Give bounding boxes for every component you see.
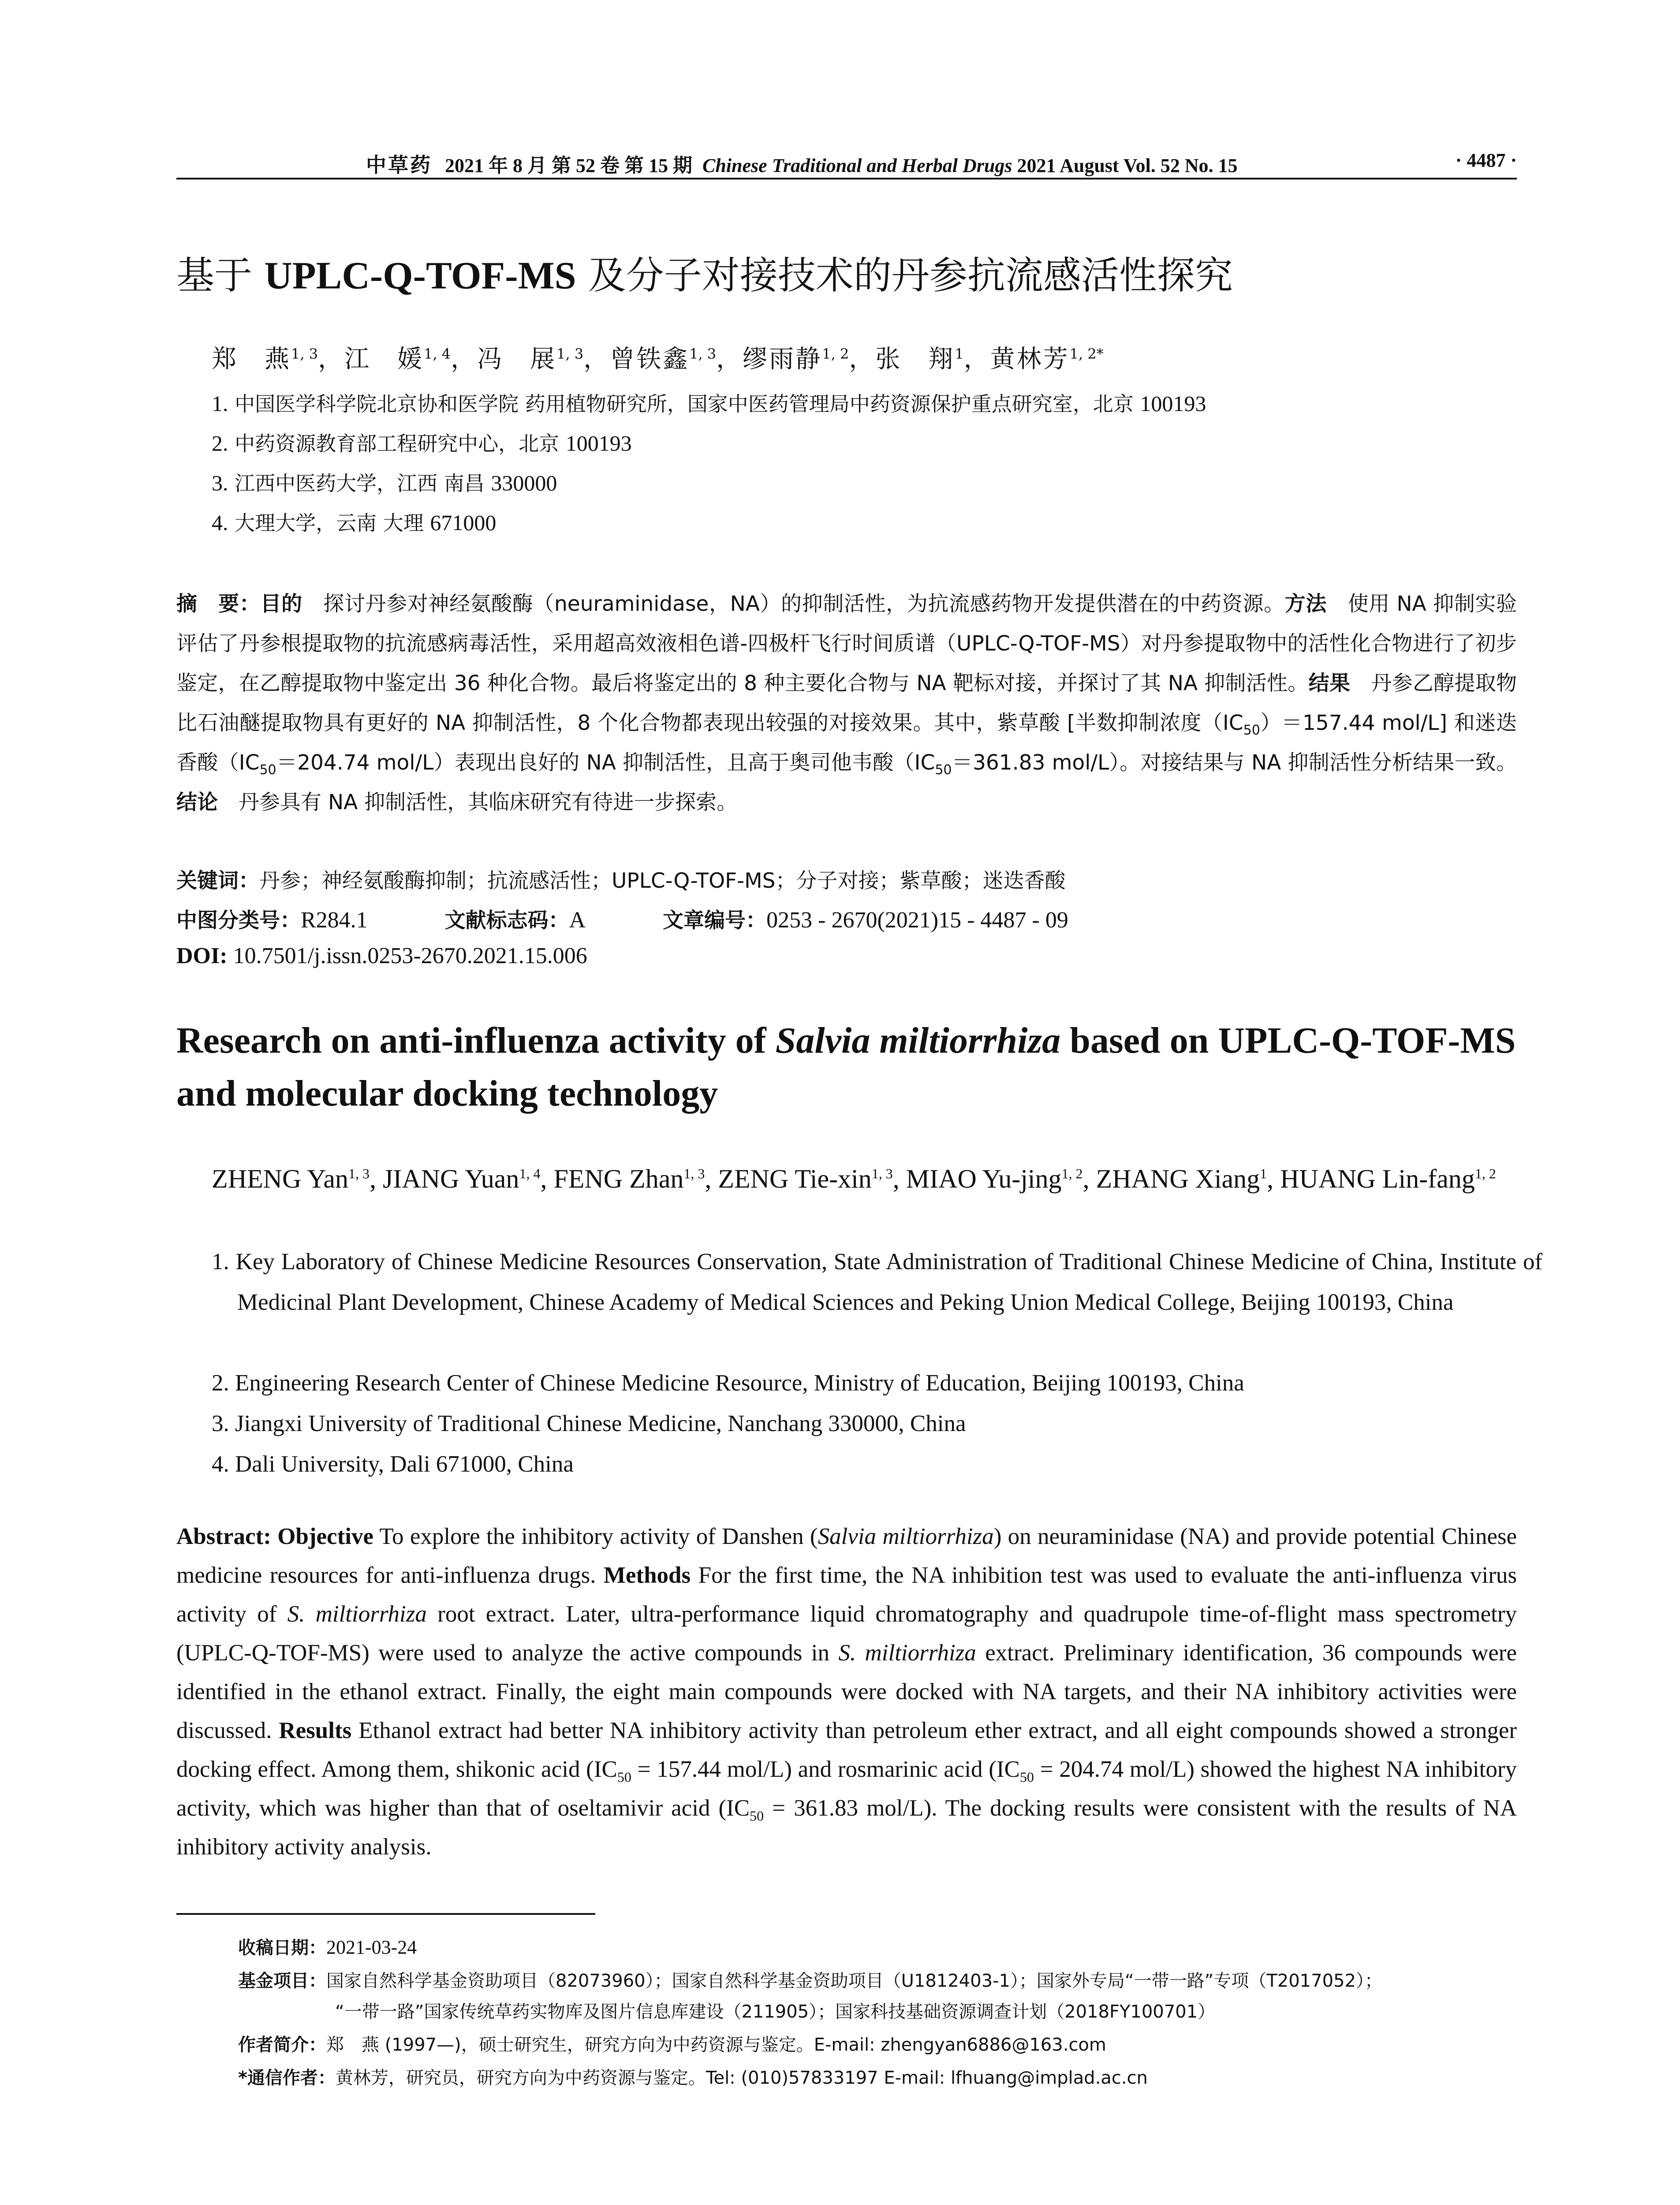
author-cn: 缪雨静$^{1, 2}$， [743, 345, 876, 374]
footnote-rule [176, 1913, 595, 1915]
funding-line-2: “一带一路”国家传统草药实物库及图片信息库建设（211905）；国家科技基础资源调查计划（2018FY100701） [335, 2002, 1216, 2022]
author-cn: 张 翔$^1$， [875, 345, 990, 374]
results-label-cn: 结果 [1308, 671, 1351, 695]
author-bio: 作者简介：郑 燕 (1997—)，硕士研究生，研究方向为中药资源与鉴定。E-mail: zhengyan6886@163.com [238, 2035, 1106, 2055]
keywords-chinese: 关键词：丹参；神经氨酸酶抑制；抗流感活性；UPLC-Q-TOF-MS；分子对接；紫草酸；迷迭香酸 [176, 869, 1066, 893]
title-chinese: 基于 UPLC-Q-TOF-MS 及分子对接技术的丹参抗流感活性探究 [176, 254, 1233, 298]
methods-label-en: Methods [603, 1562, 691, 1588]
abstract-chinese: 摘 要：目的 探讨丹参对神经氨酸酶（neuraminidase，NA）的抑制活性，为抗流感药物开发提供潜在的中药资源。方法 使用 NA 抑制实验评估了丹参根提取物的抗流感病毒活性，采用超高效液相色谱-四极杆飞行时间质谱（UPLC-Q-TOF-MS）对丹参提取物中的活性化合物进行了初步鉴定，在乙醇提取物中鉴定出 36 种化合物。最后将鉴定出的 8 种主要化合物与 NA 靶标对接，并探讨了其 NA 抑制活性。结果 丹参乙醇提取物比石油醚提取物具有更好的 NA 抑制活性，8 个化合物都表现出较强的对接效果。其中，紫草酸 [半数抑制浓度$(IC_{50})=157.44$ mol/L] 和迷迭香酸（$IC_{50}=204.74$ mol/L）表现出良好的 NA 抑制活性，且高于奥司他韦酸（$IC_{50}=361.83$ mol/L）。对接结果与 NA 抑制活性分析结果一致。结论 丹参具有 NA 抑制活性，其临床研究有待进一步探索。 [176, 592, 1517, 815]
affiliation-cn-1: 1. 中国医学科学院北京协和医学院 药用植物研究所，国家中医药管理局中药资源保护重点研究室，北京 100193 [212, 391, 1206, 416]
author-en: HUANG Lin-fang$^{1, 2}$ [1280, 1164, 1496, 1193]
title-english: Research on anti-influenza activity of Salvia miltiorrhiza based on UPLC-Q-TOF-MS and molecular docking technology [176, 1020, 1516, 1114]
affiliation-cn-2: 2. 中药资源教育部工程研究中心，北京 100193 [212, 431, 632, 456]
author-cn: 江 媛$^{1, 4}$， [344, 345, 478, 374]
author-cn: 冯 展$^{1, 3}$， [477, 345, 610, 374]
doi: DOI: 10.7501/j.issn.0253-2670.2021.15.006 [176, 943, 587, 968]
author-en: ZHANG Xiang$^1$, [1096, 1164, 1281, 1193]
author-en: JIANG Yuan$^{1, 4}$, [383, 1164, 554, 1193]
journal-name-en: Chinese Traditional and Herbal Drugs [702, 155, 1012, 176]
running-header [176, 146, 1517, 177]
affiliation-en-1: 1. Key Laboratory of Chinese Medicine Resources Conservation, State Administration of Traditional Chinese Medicine of China, Institute of Medicinal Plant Development, Chinese Academy of Medical Sciences and Peking Union Medical College, Beijing 100193, China [212, 1249, 1542, 1315]
journal-name-cn: 中草药 [366, 153, 432, 177]
header-rule [176, 178, 1517, 179]
authors-english [212, 1153, 1517, 1199]
methods-label-cn: 方法 [1284, 592, 1327, 616]
article-number: 文章编号：0253 - 2670(2021)15 - 4487 - 09 [663, 908, 1068, 933]
author-cn: 黄林芳$^{1, 2*}$ [990, 345, 1104, 374]
affiliation-en-4: 4. Dali University, Dali 671000, China [212, 1451, 574, 1477]
clc: 中图分类号：R284.1 [176, 908, 368, 933]
affiliation-cn-4: 4. 大理大学，云南 大理 671000 [212, 510, 497, 535]
conclusion-label-cn: 结论 [176, 790, 218, 815]
author-cn: 郑 燕$^{1, 3}$， [212, 345, 345, 374]
author-en: MIAO Yu-jing$^{1, 2}$, [906, 1164, 1096, 1193]
results-label-en: Results [279, 1718, 352, 1743]
affiliation-cn-3: 3. 江西中医药大学，江西 南昌 330000 [212, 471, 557, 495]
abstract-english: Abstract: Objective To explore the inhibitory activity of Danshen (Salvia miltiorrhiza) on neuraminidase (NA) and provide potential Chinese medicine resources for anti-influenza drugs. Methods For the first time, the NA inhibition test was used to evaluate the anti-influenza virus activity of S. miltiorrhiza root extract. Later, ultra-performance liquid chromatography and quadrupole time-of-flight mass spectrometry (UPLC-Q-TOF-MS) were used to analyze the active compounds in S. miltiorrhiza extract. Preliminary identification, 36 compounds were identified in the ethanol extract. Finally, the eight main compounds were docked with NA targets, and their NA inhibitory activities were discussed. Results Ethanol extract had better NA inhibitory activity than petroleum ether extract, and all eight compounds showed a stronger docking effect. Among them, shikonic acid ($IC_{50} = 157.44$ mol/L) and rosmarinic acid ($IC_{50} = 204.74$ mol/L) showed the highest NA inhibitory activity, which was higher than that of oseltamivir acid ($IC_{50} = 361.83$ mol/L). The docking results were consistent with the results of NA inhibitory activity analysis. [176, 1524, 1517, 1860]
document-code: 文献标志码：A [444, 908, 586, 933]
page-number: · 4487 · [1455, 149, 1517, 171]
affiliation-en-3: 3. Jiangxi University of Traditional Chinese Medicine, Nanchang 330000, China [212, 1411, 966, 1436]
funding-line-1: 基金项目：国家自然科学基金资助项目（82073960）；国家自然科学基金资助项目（U1812403-1）；国家外专局“一带一路”专项（T2017052）； [238, 1971, 1382, 1991]
corresponding-author: *通信作者：黄林芳，研究员，研究方向为中药资源与鉴定。Tel: (010)57833197 E-mail: lfhuang@implad.ac.cn [238, 2068, 1148, 2088]
authors-chinese [212, 340, 1104, 375]
author-cn: 曾铁鑫$^{1, 3}$， [610, 345, 743, 374]
received-date: 收稿日期：2021-03-24 [238, 1936, 417, 1958]
issue-en: 2021 August Vol. 52 No. 15 [1017, 155, 1238, 176]
author-en: ZENG Tie-xin$^{1, 3}$, [718, 1164, 906, 1193]
author-en: ZHENG Yan$^{1, 3}$, [212, 1164, 383, 1193]
objective-label-cn: 目的 [260, 592, 302, 616]
objective-label-en: Objective [277, 1524, 373, 1549]
affiliation-en-2: 2. Engineering Research Center of Chinese Medicine Resource, Ministry of Education, Beijing 100193, China [212, 1370, 1244, 1396]
classification-line [176, 904, 1068, 934]
author-en: FENG Zhan$^{1, 3}$, [553, 1164, 718, 1193]
issue-cn: 2021 年 8 月 第 52 卷 第 15 期 [445, 155, 692, 176]
header-left [366, 149, 1238, 178]
